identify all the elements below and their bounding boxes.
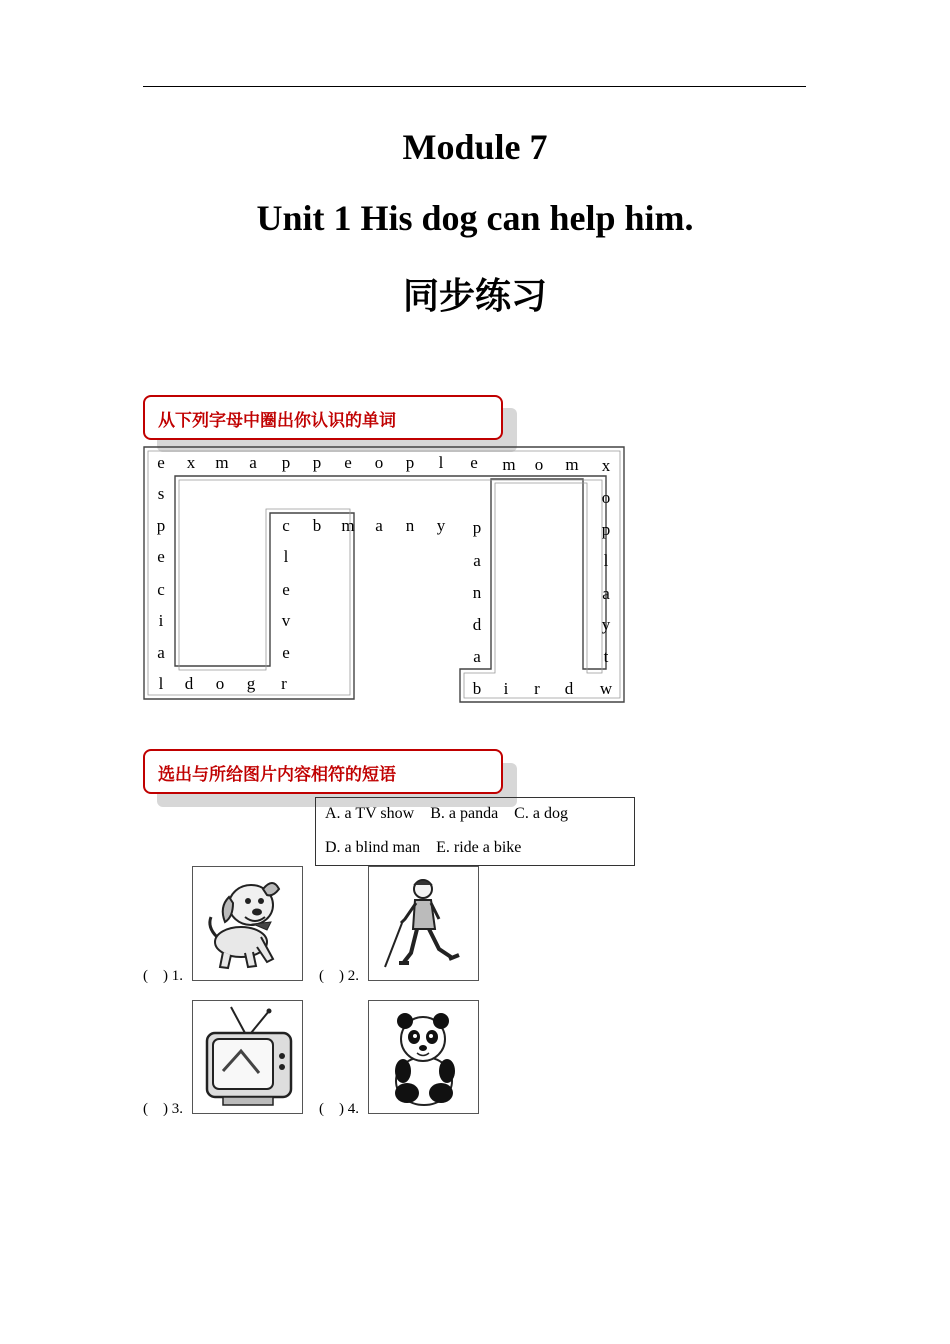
grid-letter: p: [601, 520, 611, 539]
grid-letter: c: [282, 516, 290, 535]
grid-letter: p: [312, 453, 322, 472]
grid-letter: g: [246, 674, 256, 693]
grid-letter: y: [601, 615, 611, 634]
grid-letter: m: [565, 455, 579, 474]
grid-letter: o: [215, 674, 225, 693]
options-line: D. a blind man E. ride a bike: [325, 839, 522, 856]
grid-letter: e: [282, 643, 290, 662]
section-label-puzzle: 从下列字母中圈出你认识的单词: [143, 395, 503, 440]
blind-man-picture: [368, 866, 479, 981]
options-line: A. a TV show B. a panda C. a dog: [325, 805, 568, 822]
grid-letter: a: [249, 453, 257, 472]
grid-letter: l: [158, 674, 164, 693]
dog-illustration: [193, 867, 302, 980]
word-search-frame: [140, 444, 630, 706]
header-rule: [143, 86, 806, 87]
grid-letter: c: [157, 580, 165, 599]
panda-picture: [368, 1000, 479, 1114]
grid-letter: m: [502, 455, 516, 474]
section-label-matching: 选出与所给图片内容相符的短语: [143, 749, 503, 794]
grid-letter: p: [281, 453, 291, 472]
grid-letter: e: [157, 547, 165, 566]
question-label: ( ) 1.: [143, 968, 183, 984]
grid-letter: i: [503, 679, 509, 698]
grid-letter: e: [157, 453, 165, 472]
grid-letter: x: [601, 456, 611, 475]
grid-letter: p: [472, 518, 482, 537]
grid-letter: a: [473, 647, 481, 666]
grid-letter: a: [157, 643, 165, 662]
grid-letter: n: [405, 516, 415, 535]
grid-letter: x: [186, 453, 196, 472]
grid-letter: n: [472, 583, 482, 602]
unit-title: Unit 1 His dog can help him.: [256, 198, 694, 238]
grid-letter: o: [534, 455, 544, 474]
grid-letter: l: [603, 551, 609, 570]
grid-letter: d: [472, 615, 482, 634]
grid-letter: e: [470, 453, 478, 472]
grid-letter: l: [438, 453, 444, 472]
options-box: [315, 797, 635, 866]
question-label: ( ) 3.: [143, 1101, 183, 1117]
grid-letter: b: [312, 516, 322, 535]
grid-letter: e: [282, 580, 290, 599]
grid-letter: b: [472, 679, 482, 698]
dog-picture: [192, 866, 303, 981]
grid-letter: l: [283, 547, 289, 566]
grid-letter: m: [215, 453, 229, 472]
panda-illustration: [369, 1001, 478, 1113]
exercise-subtitle: 同步练习: [402, 276, 547, 317]
grid-letter: w: [599, 679, 613, 698]
grid-letter: e: [344, 453, 352, 472]
grid-letter: a: [473, 551, 481, 570]
grid-letter: a: [602, 584, 610, 603]
grid-letter: t: [603, 647, 609, 666]
question-label: ( ) 4.: [319, 1101, 359, 1117]
grid-letter: m: [341, 516, 355, 535]
grid-letter: o: [601, 488, 611, 507]
grid-letter: s: [157, 484, 165, 503]
grid-letter: y: [436, 516, 446, 535]
grid-letter: o: [374, 453, 384, 472]
grid-letter: p: [156, 516, 166, 535]
module-title: Module 7: [402, 127, 548, 167]
grid-letter: r: [281, 674, 287, 693]
grid-letter: i: [158, 611, 164, 630]
tv-illustration: [193, 1001, 302, 1113]
grid-letter: a: [375, 516, 383, 535]
grid-letter: d: [564, 679, 574, 698]
grid-letter: v: [281, 611, 291, 630]
grid-letter: d: [184, 674, 194, 693]
grid-letter: p: [405, 453, 415, 472]
grid-letter: r: [534, 679, 540, 698]
tv-picture: [192, 1000, 303, 1114]
question-label: ( ) 2.: [319, 968, 359, 984]
blind-man-illustration: [369, 867, 478, 980]
